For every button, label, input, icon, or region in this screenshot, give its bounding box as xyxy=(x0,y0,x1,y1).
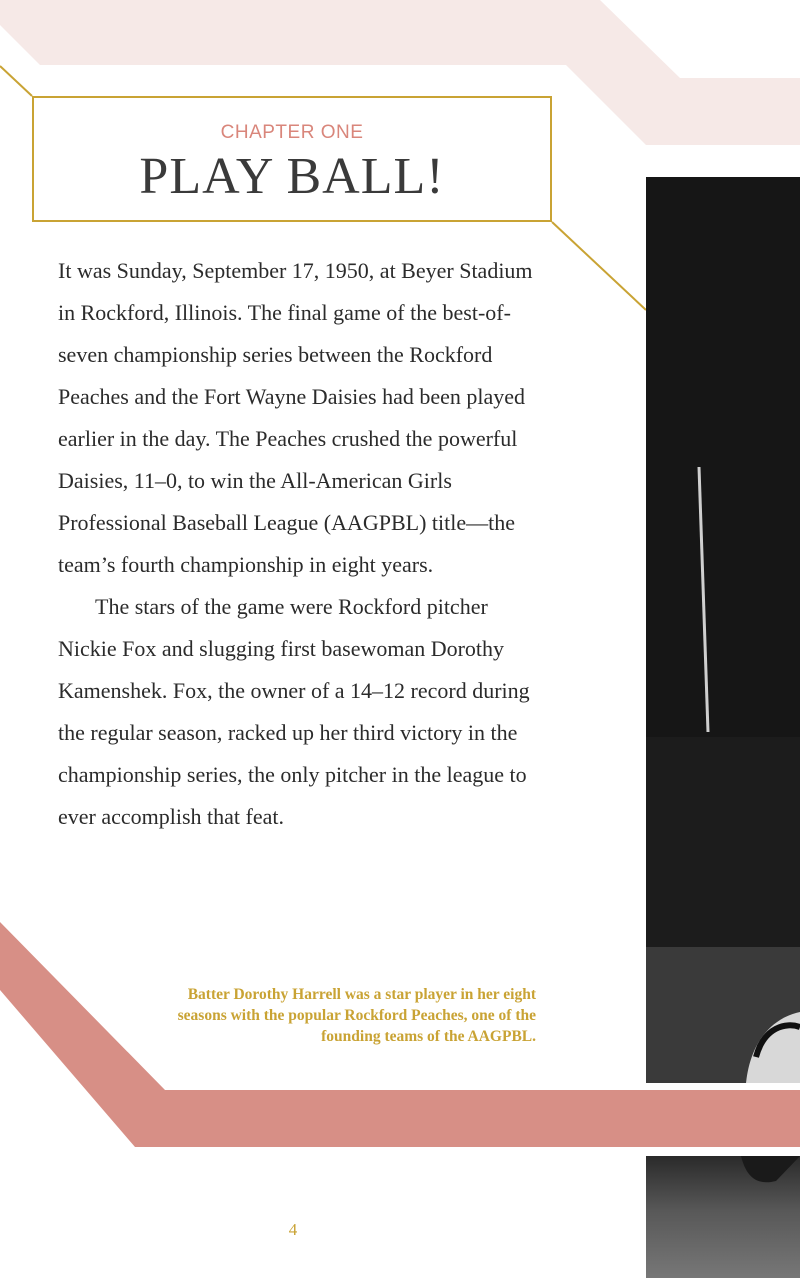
baseball-photo-lower xyxy=(646,1156,800,1278)
page-number: 4 xyxy=(288,1220,298,1239)
chapter-title: PLAY BALL! xyxy=(139,148,445,205)
body-text xyxy=(58,250,538,838)
chapter-heading-box xyxy=(32,96,552,222)
baseball-photo xyxy=(646,177,800,1083)
gold-line-right xyxy=(552,222,646,310)
gold-line-top-left xyxy=(0,66,32,96)
body-paragraph-1: It was Sunday, September 17, 1950, at Beyer Stadium in Rockford, Illinois. The final game of the best-of-seven championship series between the Rockford Peaches and the Fort Wayne Daisies had been played earlier in the day. The Peaches crushed the powerful Daisies, 11–0, to win the All-American Girls Professional Baseball League (AAGPBL) title—the team’s fourth championship in eight years. xyxy=(58,258,533,577)
chapter-label: CHAPTER ONE xyxy=(220,122,364,143)
body-paragraph-2: The stars of the game were Rockford pitcher Nickie Fox and slugging first basewoman Dorothy Kamenshek. Fox, the owner of a 14–12 record during the regular season, racked up her third victory in the championship series, the only pitcher in the league to ever accomplish that feat. xyxy=(58,594,530,829)
photo-caption: Batter Dorothy Harrell was a star player in her eight seasons with the popular Rockford Peaches, one of the founding teams of the AAGPBL. xyxy=(177,986,536,1045)
